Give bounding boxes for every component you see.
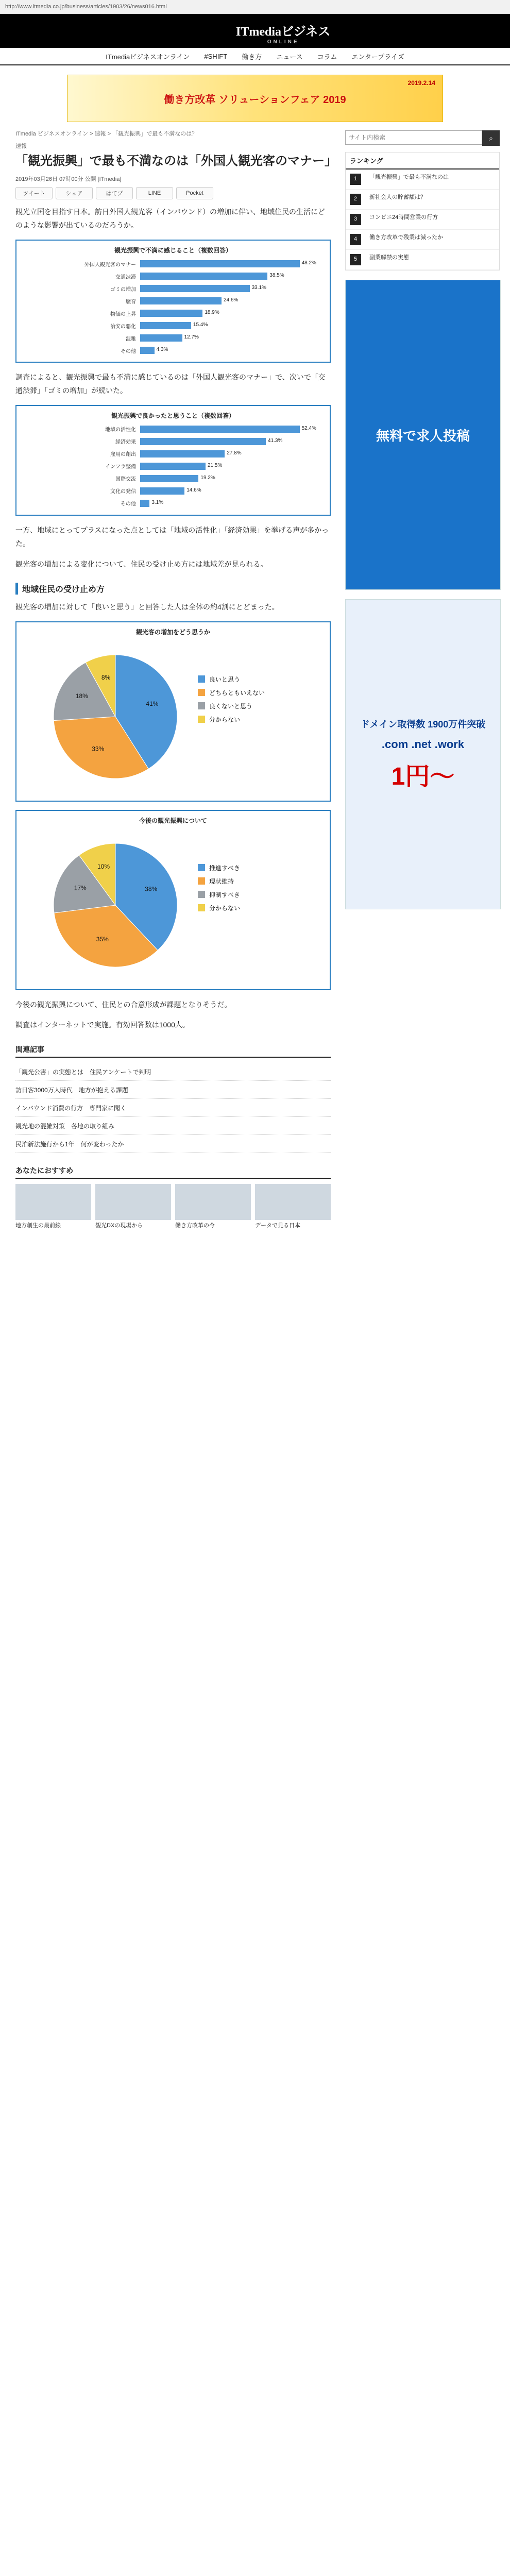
bar (140, 438, 266, 445)
bar-row (23, 344, 324, 357)
chart-title: 今後の観光振興について (139, 817, 207, 824)
ranking-item[interactable]: 5 副業解禁の実態 (346, 250, 499, 270)
global-nav (0, 48, 510, 65)
bar-label: 文化の発信 (110, 489, 136, 495)
pie-value-label: 41% (146, 700, 159, 707)
legend-label: 分からない (209, 904, 241, 912)
bar (140, 260, 300, 267)
top-banner-ad[interactable]: 働き方改革 ソリューションフェア 2019 2019.2.14 (67, 75, 443, 122)
bar-row (23, 319, 324, 332)
bar (140, 500, 149, 507)
article-category[interactable]: 速報 (15, 143, 27, 149)
bar-row (23, 270, 324, 282)
legend-label: 推進すべき (209, 864, 240, 872)
related-item[interactable]: 民泊新法施行から1年 何が変わったか (15, 1135, 331, 1153)
related-item[interactable]: インバウンド消費の行方 専門家に聞く (15, 1099, 331, 1117)
legend-swatch (198, 864, 205, 871)
legend-swatch (198, 689, 205, 696)
bar (140, 426, 300, 433)
pie-value-label: 38% (145, 885, 158, 893)
recommend-card[interactable]: 地方創生の最前線 (15, 1184, 91, 1246)
search-input[interactable] (345, 130, 482, 145)
related-title: 関連記事 (15, 1044, 331, 1058)
recommend-card[interactable]: 働き方改革の今 (175, 1184, 251, 1246)
bar-chart-2 (23, 423, 324, 510)
article-paragraph: 観光客の増加による変化について、住民の受け止め方には地域差が見られる。 (15, 560, 268, 568)
legend-label: 良いと思う (209, 675, 241, 683)
pie-value-label: 17% (74, 884, 87, 891)
ranking-title: ランキング (346, 152, 499, 170)
chart-3 (15, 621, 331, 802)
search-button[interactable] (482, 130, 500, 146)
legend-swatch (198, 877, 205, 885)
ranking-item[interactable]: 3 コンビニ24時間営業の行方 (346, 210, 499, 230)
bar-value-label: 21.5% (208, 462, 223, 468)
legend-label: 抑制すべき (209, 891, 240, 899)
chart-2 (15, 405, 331, 516)
legend-swatch (198, 716, 205, 723)
nav-item[interactable]: エンタープライズ (351, 53, 404, 61)
share-twitter-button[interactable]: ツイート (15, 187, 53, 199)
bar (140, 322, 191, 329)
bar (140, 310, 202, 317)
bar-label: 経済効果 (115, 439, 136, 446)
bar (140, 487, 184, 495)
card-thumbnail (255, 1184, 331, 1220)
chart-1 (15, 240, 331, 363)
site-logo[interactable]: ITmediaビジネス ONLINE (236, 25, 331, 45)
pie-value-label: 35% (96, 935, 109, 943)
bar-label: ゴミの増加 (110, 286, 136, 293)
bar-row (23, 295, 324, 307)
bar-row (23, 472, 324, 485)
bar-label: 交通渋滞 (115, 274, 136, 280)
legend-label: 良くないと思う (209, 702, 253, 710)
bar-row (23, 332, 324, 344)
bar-value-label: 4.3% (156, 347, 168, 353)
article-date: 2019年03月26日 07時00分 公開 [ITmedia] (15, 176, 122, 183)
bar (140, 463, 206, 470)
nav-item[interactable]: 働き方 (242, 53, 262, 61)
legend-swatch (198, 891, 205, 898)
bar-label: インフラ整備 (105, 464, 136, 470)
bar (140, 475, 198, 482)
share-facebook-button[interactable]: シェア (56, 187, 93, 199)
bar-label: 雇用の創出 (110, 452, 136, 458)
recommend-card[interactable]: データで見る日本 (255, 1184, 331, 1246)
bar-label: 国際交流 (115, 477, 136, 483)
bar-row (23, 258, 324, 270)
bar-row (23, 423, 324, 435)
ranking-item[interactable]: 4 働き方改革で残業は減ったか (346, 230, 499, 250)
bar-label: その他 (121, 348, 136, 354)
chart-title: 観光振興で良かったと思うこと（複数回答） (111, 412, 235, 419)
share-line-button[interactable]: LINE (136, 187, 173, 199)
article-paragraph: 観光立国を目指す日本。訪日外国人観光客（インバウンド）の増加に伴い、地域住民の生活にどのような影響が出ているのだろうか。 (15, 208, 326, 230)
article-paragraph: 一方、地域にとってプラスになった点としては「地域の活性化」「経済効果」を挙げる声が多かった。 (15, 526, 329, 548)
legend-swatch (198, 702, 205, 709)
bar (140, 334, 182, 342)
bar-label: 混雑 (126, 336, 136, 342)
card-thumbnail (15, 1184, 91, 1220)
bar-label: 外国人観光客のマナー (84, 262, 136, 268)
legend-label: 分からない (209, 716, 241, 723)
pie-chart-1 (23, 639, 324, 794)
card-thumbnail (175, 1184, 251, 1220)
bar-label: 物価の上昇 (110, 311, 136, 317)
bar-label: 騒音 (126, 299, 136, 305)
bar-label: 地域の活性化 (105, 427, 136, 433)
pie-value-label: 33% (92, 744, 105, 752)
bar (140, 285, 250, 292)
bar-value-label: 33.1% (251, 285, 266, 291)
bar-value-label: 15.4% (193, 322, 208, 328)
bar-value-label: 3.1% (151, 499, 164, 505)
pie-value-label: 10% (97, 862, 110, 870)
bar-value-label: 27.8% (227, 450, 242, 456)
chart-title: 観光振興で不満に感じること（複数回答） (114, 247, 232, 255)
pie-value-label: 18% (75, 692, 88, 700)
pie-value-label: 8% (101, 673, 111, 681)
bar (140, 273, 267, 280)
article-paragraph: 調査によると、観光振興で最も不満に感じているのは「外国人観光客のマナー」で、次いで「交通渋滞」「ゴミの増加」が続いた。 (15, 373, 326, 395)
nav-item[interactable]: ITmediaビジネスオンライン (106, 53, 190, 61)
sidebar (345, 126, 500, 919)
nav-item[interactable]: コラム (317, 53, 337, 61)
bar-value-label: 41.3% (267, 437, 283, 444)
bar-label: その他 (121, 501, 136, 507)
chart-4 (15, 810, 331, 990)
article-main (15, 126, 337, 1246)
sidebar-ad-job[interactable]: 無料で求人投稿 (345, 280, 501, 590)
bar (140, 347, 155, 354)
ranking-box (345, 152, 500, 270)
site-header (0, 14, 510, 48)
share-hatena-button[interactable]: はてブ (96, 187, 133, 199)
bar-value-label: 18.9% (205, 310, 219, 316)
recommend-card[interactable]: 観光DXの現場から (95, 1184, 171, 1246)
banner-date: 2019.2.14 (407, 79, 435, 87)
site-search (345, 130, 500, 146)
related-item[interactable]: 「観光公害」の実態とは 住民アンケートで判明 (15, 1063, 331, 1081)
share-pocket-button[interactable]: Pocket (176, 187, 213, 199)
ranking-item[interactable]: 1 「観光振興」で最も不満なのは (346, 170, 499, 190)
article-paragraph: 今後の観光振興について、住民との合意形成が課題となりそうだ。 (15, 1000, 232, 1009)
nav-item[interactable]: ニュース (276, 53, 303, 61)
search-icon: ⌕ (489, 133, 493, 142)
bar-row (23, 460, 324, 472)
bar-value-label: 14.6% (186, 487, 201, 493)
browser-url-bar[interactable]: http://www.itmedia.co.jp/business/articles/1903/26/news016.html (0, 0, 510, 14)
bar-value-label: 38.5% (269, 273, 284, 279)
bar-row (23, 307, 324, 319)
section-heading: 地域住民の受け止め方 (15, 583, 331, 595)
share-bar (15, 187, 331, 199)
bar-row (23, 497, 324, 510)
breadcrumb[interactable]: ITmedia ビジネスオンライン > 速報 > 「観光振興」で最も不満なのは？ (15, 131, 198, 137)
bar-chart-1 (23, 258, 324, 357)
related-item[interactable]: 訪日客3000万人時代 地方が抱える課題 (15, 1081, 331, 1099)
bar-value-label: 12.7% (184, 334, 199, 341)
recommend-title: あなたにおすすめ (15, 1165, 331, 1179)
bar (140, 297, 222, 304)
legend-swatch (198, 904, 205, 911)
recommend-grid (15, 1184, 331, 1246)
article-paragraph: 観光客の増加に対して「良いと思う」と回答した人は全体の約4割にとどまった。 (15, 602, 279, 611)
card-thumbnail (95, 1184, 171, 1220)
bar (140, 450, 225, 457)
bar-row (23, 485, 324, 497)
legend-label: どちらともいえない (209, 689, 265, 697)
bar-value-label: 19.2% (200, 474, 215, 481)
bar-value-label: 48.2% (301, 260, 316, 266)
legend-swatch (198, 675, 205, 683)
article-paragraph: 調査はインターネットで実施。有効回答数は1000人。 (15, 1021, 190, 1029)
chart-title: 観光客の増加をどう思うか (135, 628, 210, 636)
bar-label: 治安の悪化 (110, 324, 136, 330)
sidebar-ad-domain[interactable]: ドメイン取得数 1900万件突破 .com .net .work 1円〜 (345, 599, 501, 909)
bar-row (23, 448, 324, 460)
legend-label: 現状維持 (209, 877, 234, 885)
bar-value-label: 52.4% (301, 425, 316, 431)
article-title: 「観光振興」で最も不満なのは「外国人観光客のマナー」 (15, 154, 337, 168)
bar-row (23, 282, 324, 295)
nav-item[interactable]: #SHIFT (204, 52, 228, 60)
bar-row (23, 435, 324, 448)
bar-value-label: 24.6% (223, 297, 239, 303)
related-item[interactable]: 観光地の混雑対策 各地の取り組み (15, 1117, 331, 1135)
related-list (15, 1063, 331, 1153)
pie-chart-2 (23, 828, 324, 982)
ranking-item[interactable]: 2 新社会人の貯蓄額は？ (346, 190, 499, 210)
